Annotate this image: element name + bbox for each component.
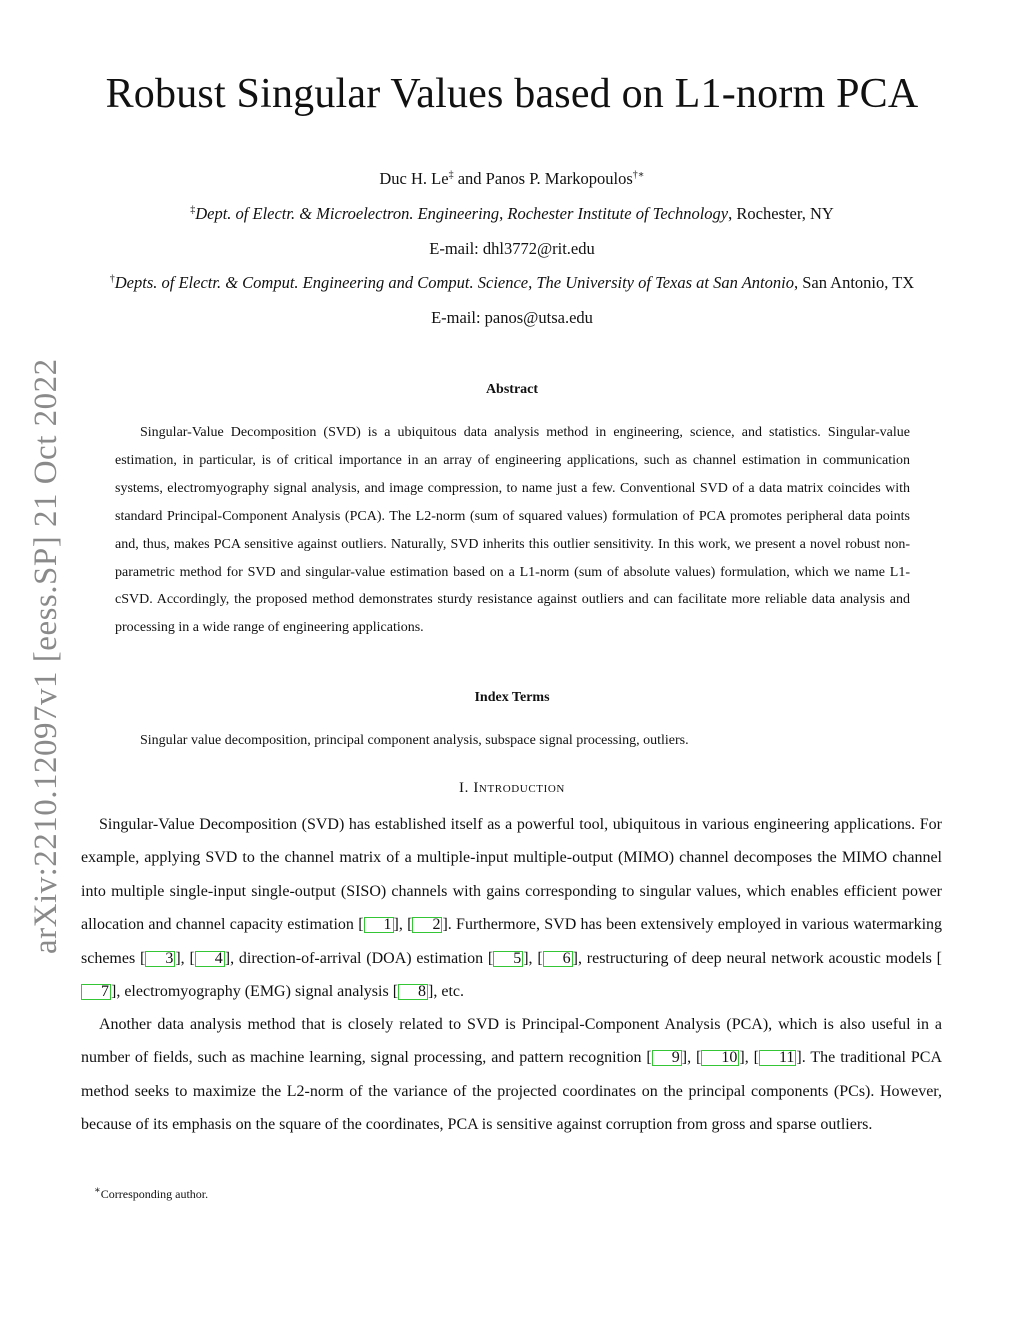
affiliation-line <box>0 272 1024 294</box>
author-name: Duc H. Le <box>379 169 449 188</box>
intro-paragraph <box>81 808 942 1008</box>
citation-link[interactable]: 10 <box>701 1050 739 1066</box>
author-name: Panos P. Markopoulos <box>485 169 633 188</box>
author-mark: †∗ <box>632 169 645 181</box>
section-number: I. <box>459 780 474 796</box>
author-line <box>0 168 1024 190</box>
abstract-text: Singular-Value Decomposition (SVD) is a ubiquitous data analysis method in engineering, science, and statistics. Singular-value estimation, in particular, is of critical importance in an array of engineering applications, such as channel estimation in communication systems, electromyography signal analysis, and image compression, to name just a few. Conventional SVD of a data matrix coincides with standard Principal-Component Analysis (PCA). The L2-norm (sum of squared values) formulation of PCA promotes peripheral data points and, thus, makes PCA sensitive against outliers. Naturally, SVD inherits this outlier sensitivity. In this work, we present a novel robust non-parametric method for SVD and singular-value estimation based on a L1-norm (sum of absolute values) formulation, which we name L1-cSVD. Accordingly, the proposed method demonstrates sturdy resistance against outliers and can facilitate more reliable data analysis and processing in a wide range of engineering applications. <box>115 425 910 636</box>
paragraph-text: ]. The traditional PCA method seeks to maximize the L2-norm of the variance of the projected coordinates on the principal components (PCs). However, because of its emphasis on the square of the coordinates, PCA is sensitive against corruption from gross and sparse outliers. <box>81 1049 943 1134</box>
affiliation-line <box>0 203 1024 225</box>
affiliation-mark: † <box>109 273 115 285</box>
citation-link[interactable]: 11 <box>759 1050 796 1066</box>
paragraph-text: ], restructuring of deep neural network acoustic models [ <box>572 949 943 967</box>
paragraph-text: Another data analysis method that is closely related to SVD is Principal-Component Analysis (PCA), which is also useful in a number of fields, such as machine learning, signal processing, and pattern recognition [ <box>81 1016 942 1067</box>
intro-paragraph <box>81 1008 942 1142</box>
footnote <box>94 1185 694 1203</box>
abstract-heading: Abstract <box>485 382 539 397</box>
index-terms-text: Singular value decomposition, principal component analysis, subspace signal processing, outliers. <box>140 733 689 748</box>
affiliation-separator: , <box>499 204 508 223</box>
index-terms-heading: Index Terms <box>474 690 550 705</box>
citation-link[interactable]: 3 <box>145 951 175 967</box>
citation-link[interactable]: 7 <box>81 984 111 1000</box>
affiliation-dept: Depts. of Electr. & Comput. Engineering and Comput. Science <box>114 273 529 292</box>
author-joiner: and <box>453 169 486 188</box>
citation-link[interactable]: 6 <box>543 951 573 967</box>
paragraph-text: ], [ <box>393 916 413 934</box>
affiliation-separator: , <box>528 273 537 292</box>
footnote-mark: ∗ <box>94 1185 101 1196</box>
citation-link[interactable]: 9 <box>652 1050 682 1066</box>
citation-link[interactable]: 5 <box>493 951 523 967</box>
paragraph-text: ], direction-of-arrival (DOA) estimation [ <box>224 949 494 967</box>
paper-title: Robust Singular Values based on L1-norm PCA <box>105 71 919 117</box>
arxiv-sidebar-stamp: arXiv:2210.12097v1 [eess.SP] 21 Oct 2022 <box>28 358 64 954</box>
paragraph-text: ], [ <box>739 1049 759 1067</box>
affiliation-institution: Rochester Institute of Technology <box>507 204 729 223</box>
affiliation-location: , Rochester, NY <box>728 204 834 223</box>
author-mark: ‡ <box>448 169 454 181</box>
citation-link[interactable]: 2 <box>412 917 442 933</box>
affiliation-mark: ‡ <box>190 204 196 216</box>
affiliation-location: , San Antonio, TX <box>793 273 915 292</box>
section-heading <box>0 777 1024 799</box>
citation-link[interactable]: 1 <box>364 917 394 933</box>
footnote-text: Corresponding author. <box>100 1187 209 1201</box>
affiliation-email: E-mail: panos@utsa.edu <box>431 308 593 327</box>
affiliation-dept: Dept. of Electr. & Microelectron. Engineering <box>195 204 500 223</box>
paragraph-text: ]. Furthermore, SVD has been extensively employed in various watermarking schemes [ <box>81 916 943 967</box>
citation-link[interactable]: 8 <box>398 984 428 1000</box>
affiliation-institution: The University of Texas at San Antonio <box>536 273 794 292</box>
paragraph-text: Singular-Value Decomposition (SVD) has established itself as a powerful tool, ubiquitous in various engineering applications. For example, applying SVD to the channel matrix of a multiple-input multiple-output (MIMO) channel decomposes the MIMO channel into multiple single-input single-output (SISO) channels with gains corresponding to singular values, which enables efficient power allocation and channel capacity estimation [ <box>81 816 942 934</box>
section-title: Introduction <box>473 780 565 796</box>
paragraph-text: ], etc. <box>428 983 465 1001</box>
citation-link[interactable]: 4 <box>195 951 225 967</box>
paragraph-text: ], electromyography (EMG) signal analysis [ <box>111 983 399 1001</box>
paragraph-text: ], [ <box>175 949 195 967</box>
paragraph-text: ], [ <box>681 1049 702 1067</box>
paragraph-text: ], [ <box>523 949 543 967</box>
affiliation-email: E-mail: dhl3772@rit.edu <box>429 239 595 258</box>
